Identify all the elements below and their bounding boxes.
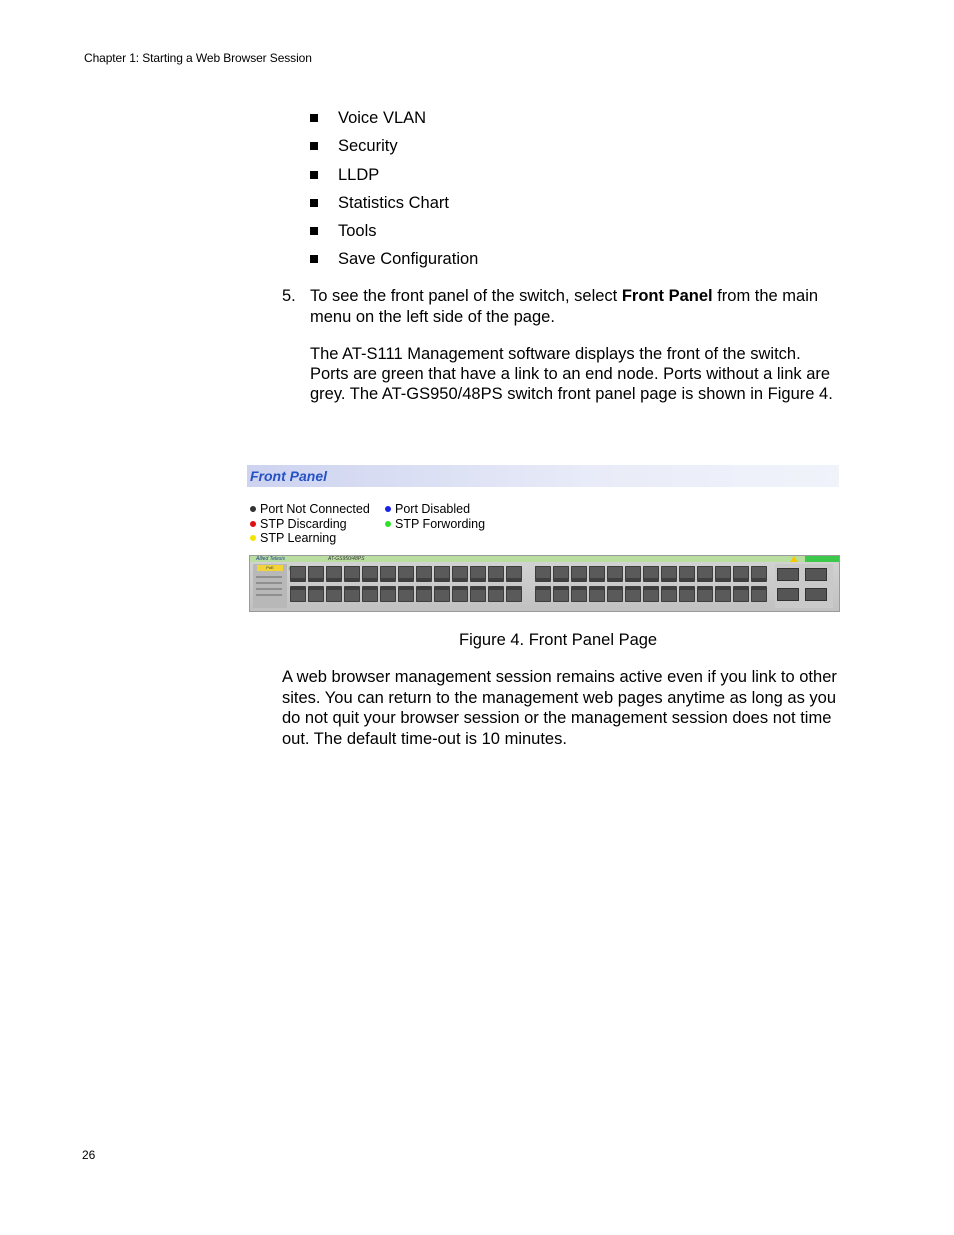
switch-brand: Allied Telesis xyxy=(256,556,285,562)
legend-right xyxy=(385,502,485,531)
ethernet-port[interactable] xyxy=(326,566,342,582)
ethernet-port[interactable] xyxy=(290,586,306,602)
ethernet-port[interactable] xyxy=(553,586,569,602)
ethernet-port[interactable] xyxy=(434,566,450,582)
bullet-square-icon xyxy=(310,255,318,263)
poe-label: PoE xyxy=(257,565,283,571)
ethernet-port[interactable] xyxy=(506,586,522,602)
ethernet-port[interactable] xyxy=(434,586,450,602)
ethernet-port[interactable] xyxy=(661,566,677,582)
port-bank-1 xyxy=(290,566,522,602)
ethernet-port[interactable] xyxy=(715,586,731,602)
ethernet-port[interactable] xyxy=(344,586,360,602)
ethernet-port[interactable] xyxy=(398,586,414,602)
ethernet-port[interactable] xyxy=(535,586,551,602)
ethernet-port[interactable] xyxy=(470,566,486,582)
ethernet-port[interactable] xyxy=(488,586,504,602)
green-indicator xyxy=(805,556,840,562)
ethernet-port[interactable] xyxy=(506,566,522,582)
ethernet-port[interactable] xyxy=(290,566,306,582)
ethernet-port[interactable] xyxy=(751,566,767,582)
switch-model: AT-GS950/48PS xyxy=(328,556,365,562)
sfp-port[interactable] xyxy=(805,588,827,601)
ethernet-port[interactable] xyxy=(733,586,749,602)
ethernet-port[interactable] xyxy=(679,566,695,582)
ethernet-port[interactable] xyxy=(625,566,641,582)
list-item: Tools xyxy=(310,220,478,248)
port-bank-2 xyxy=(535,566,767,602)
ethernet-port[interactable] xyxy=(607,566,623,582)
bullet-square-icon xyxy=(310,114,318,122)
legend-item: Port Disabled xyxy=(385,502,485,517)
front-panel-term: Front Panel xyxy=(621,287,713,305)
module-line xyxy=(256,594,282,596)
sfp-port[interactable] xyxy=(805,568,827,581)
ethernet-port[interactable] xyxy=(625,586,641,602)
ethernet-port[interactable] xyxy=(607,586,623,602)
module-line xyxy=(256,576,282,578)
switch-front-panel xyxy=(249,555,840,612)
ethernet-port[interactable] xyxy=(643,586,659,602)
module-line xyxy=(256,588,282,590)
module-line xyxy=(256,582,282,584)
front-panel-title-bar xyxy=(247,465,839,487)
ethernet-port[interactable] xyxy=(380,586,396,602)
ethernet-port[interactable] xyxy=(679,586,695,602)
ethernet-port[interactable] xyxy=(398,566,414,582)
ethernet-port[interactable] xyxy=(571,566,587,582)
legend-item: STP Forwording xyxy=(385,517,485,532)
legend-dot-icon xyxy=(250,535,256,541)
ethernet-port[interactable] xyxy=(326,586,342,602)
ethernet-port[interactable] xyxy=(416,566,432,582)
ethernet-port[interactable] xyxy=(751,586,767,602)
ethernet-port[interactable] xyxy=(571,586,587,602)
bullet-square-icon xyxy=(310,142,318,150)
list-item: Security xyxy=(310,135,478,163)
ethernet-port[interactable] xyxy=(452,586,468,602)
ethernet-port[interactable] xyxy=(535,566,551,582)
ethernet-port[interactable] xyxy=(661,586,677,602)
legend-left xyxy=(250,502,370,546)
legend-dot-icon xyxy=(250,521,256,527)
page-number: 26 xyxy=(82,1148,96,1162)
legend-item: STP Learning xyxy=(250,531,370,546)
description-paragraph: The AT-S111 Management software displays the front of the switch. Ports are green that have a link to an end node. Ports without a link are grey. The AT-GS950/48PS switch front panel page is shown in Figure 4. xyxy=(310,345,833,403)
ethernet-port[interactable] xyxy=(344,566,360,582)
ethernet-port[interactable] xyxy=(589,586,605,602)
ethernet-port[interactable] xyxy=(697,566,713,582)
list-item: Voice VLAN xyxy=(310,107,478,135)
ethernet-port[interactable] xyxy=(380,566,396,582)
ethernet-port[interactable] xyxy=(362,566,378,582)
ethernet-port[interactable] xyxy=(362,586,378,602)
ethernet-port[interactable] xyxy=(308,566,324,582)
figure-caption: Figure 4. Front Panel Page xyxy=(459,631,658,649)
front-panel-title: Front Panel xyxy=(250,468,328,484)
ethernet-port[interactable] xyxy=(308,586,324,602)
ethernet-port[interactable] xyxy=(452,566,468,582)
ethernet-port[interactable] xyxy=(589,566,605,582)
switch-status-module xyxy=(253,564,287,608)
ethernet-port[interactable] xyxy=(643,566,659,582)
bullet-square-icon xyxy=(310,227,318,235)
bullet-square-icon xyxy=(310,171,318,179)
list-item: Statistics Chart xyxy=(310,192,478,220)
warning-icon xyxy=(790,556,798,562)
page-header: Chapter 1: Starting a Web Browser Session xyxy=(84,51,312,65)
menu-item-list xyxy=(310,107,478,277)
ethernet-port[interactable] xyxy=(697,586,713,602)
sfp-port[interactable] xyxy=(777,568,799,581)
session-paragraph: A web browser management session remains active even if you link to other sites. You can return to the management web pages anytime as long as you do not quit your browser session or the management session does not time out. The default time-out is 10 minutes. xyxy=(282,668,837,748)
bullet-square-icon xyxy=(310,199,318,207)
ethernet-port[interactable] xyxy=(553,566,569,582)
step-5 xyxy=(282,286,842,327)
ethernet-port[interactable] xyxy=(733,566,749,582)
legend-item: Port Not Connected xyxy=(250,502,370,517)
ethernet-port[interactable] xyxy=(470,586,486,602)
legend-dot-icon xyxy=(385,506,391,512)
legend-item: STP Discarding xyxy=(250,517,370,532)
ethernet-port[interactable] xyxy=(715,566,731,582)
sfp-module-area xyxy=(775,564,833,608)
list-item: Save Configuration xyxy=(310,248,478,276)
list-item: LLDP xyxy=(310,164,478,192)
legend-dot-icon xyxy=(385,521,391,527)
ethernet-port[interactable] xyxy=(488,566,504,582)
ethernet-port[interactable] xyxy=(416,586,432,602)
step-number: 5. xyxy=(282,287,296,305)
legend-dot-icon xyxy=(250,506,256,512)
step-text: To see the front panel of the switch, select Front Panel from the main menu on the left side of the page. xyxy=(310,287,819,326)
sfp-port[interactable] xyxy=(777,588,799,601)
